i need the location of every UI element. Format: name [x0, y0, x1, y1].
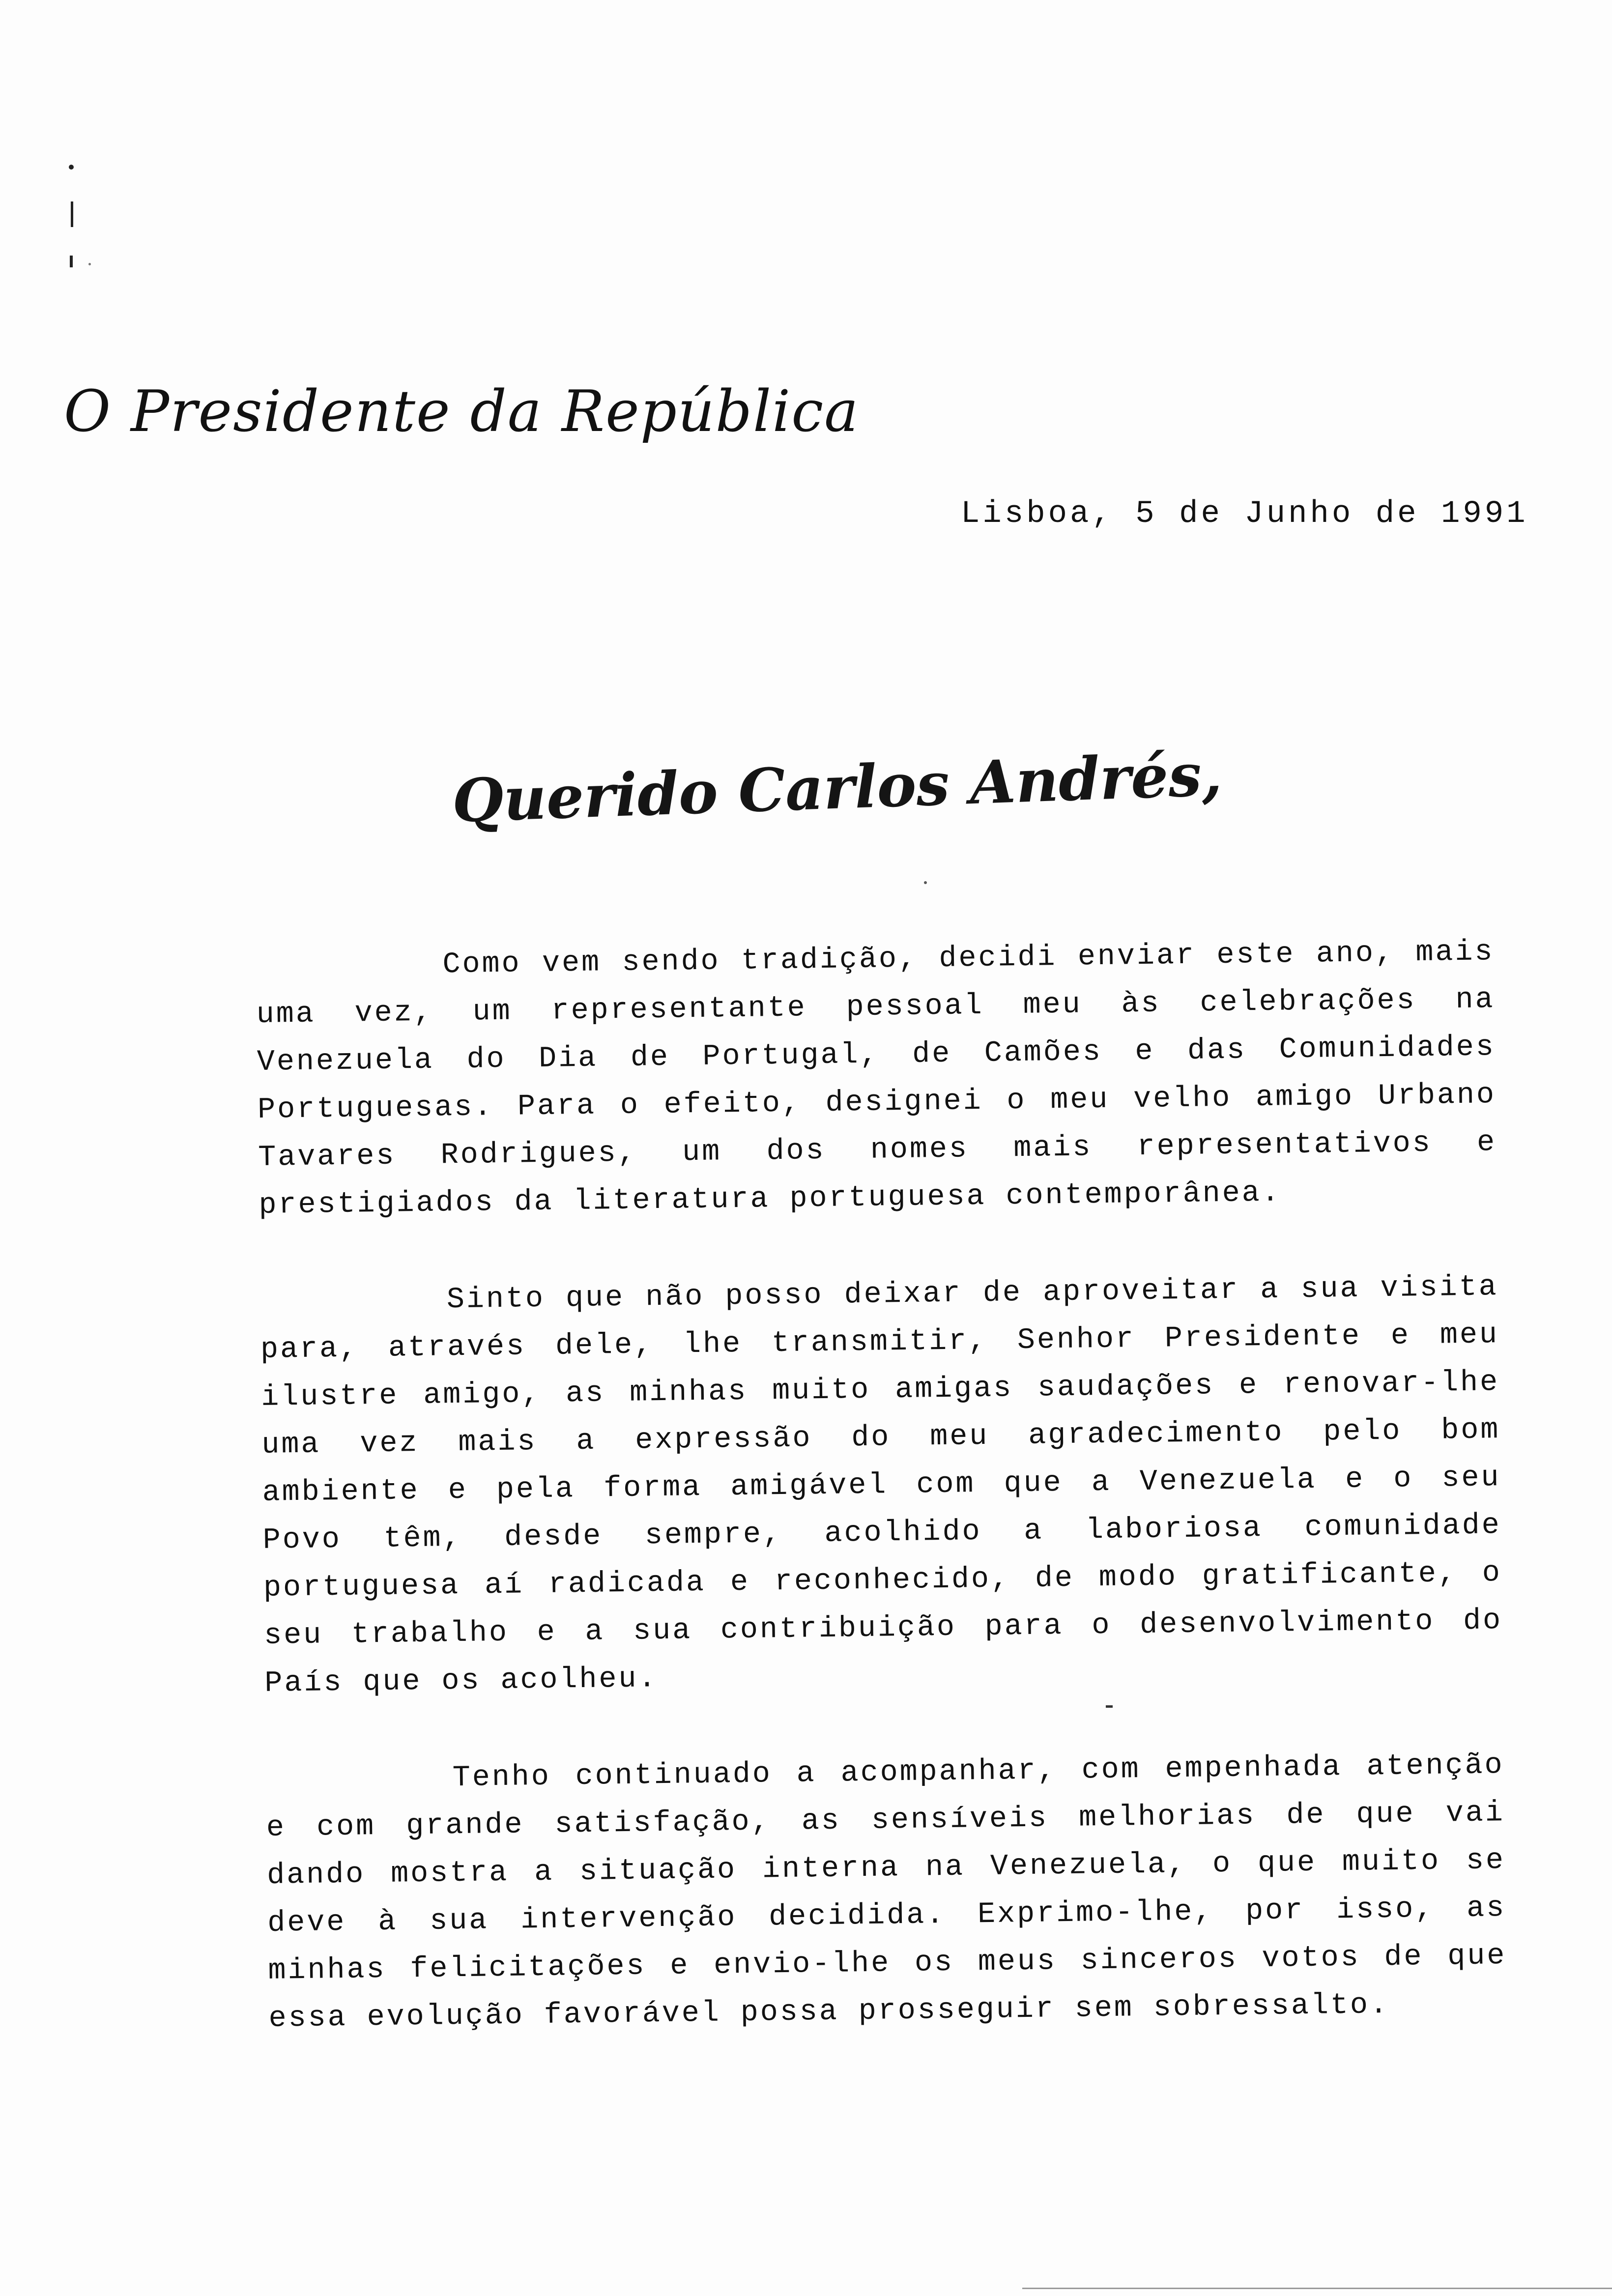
- paragraph-2: Sinto que não posso deixar de aproveitar a sua visita para, através dele, lhe transmitir, Senhor Presidente e meu ilustre amigo, as minhas muito amigas saudações e renovar-lhe uma vez mais a expressão do meu agradecimento pelo bom ambiente e pela forma amigável com que a Venezuela e o seu Povo têm, desde sempre, acolhido a laboriosa comunidade portuguesa aí radicada e reconhecido, de modo gratificante, o seu trabalho e a sua contribuição para o desenvolvimento do País que os acolheu.: [260, 1270, 1503, 1700]
- handwritten-salutation: Querido Carlos Andrés,: [451, 740, 1223, 836]
- letterhead-title: O Presidente da República: [64, 378, 860, 445]
- letter-date: Lisboa, 5 de Junho de 1991: [961, 496, 1528, 532]
- page-bottom-edge-line: [1022, 2288, 1612, 2289]
- stray-speck-mark: [924, 881, 927, 884]
- stray-dash-mark: [1106, 1705, 1113, 1708]
- letter-body: [256, 928, 1508, 2092]
- margin-dot-mark: [69, 165, 74, 170]
- margin-stroke-mark: [71, 201, 73, 227]
- paragraph-3: Tenho continuado a acompanhar, com empenhada atenção e com grande satisfação, as sensíveis melhorias de que vai dando mostra a situação interna na Venezuela, o que muito se deve à sua intervenção decidida. Exprimo-lhe, por isso, as minhas felicitações e envio-lhe os meus sinceros votos de que essa evolução favorável possa prosseguir sem sobressalto.: [266, 1749, 1507, 2036]
- margin-tick-mark: [70, 256, 73, 267]
- paragraph-1: Como vem sendo tradição, decidi enviar este ano, mais uma vez, um representante pessoal meu às celebrações na Venezuela do Dia de Portugal, de Camões e das Comunidades Portuguesas. Para o efeito, designei o meu velho amigo Urbano Tavares Rodrigues, um dos nomes mais representativos e prestigiados da literatura portuguesa contemporânea.: [256, 935, 1497, 1222]
- margin-speck-mark: [88, 263, 91, 265]
